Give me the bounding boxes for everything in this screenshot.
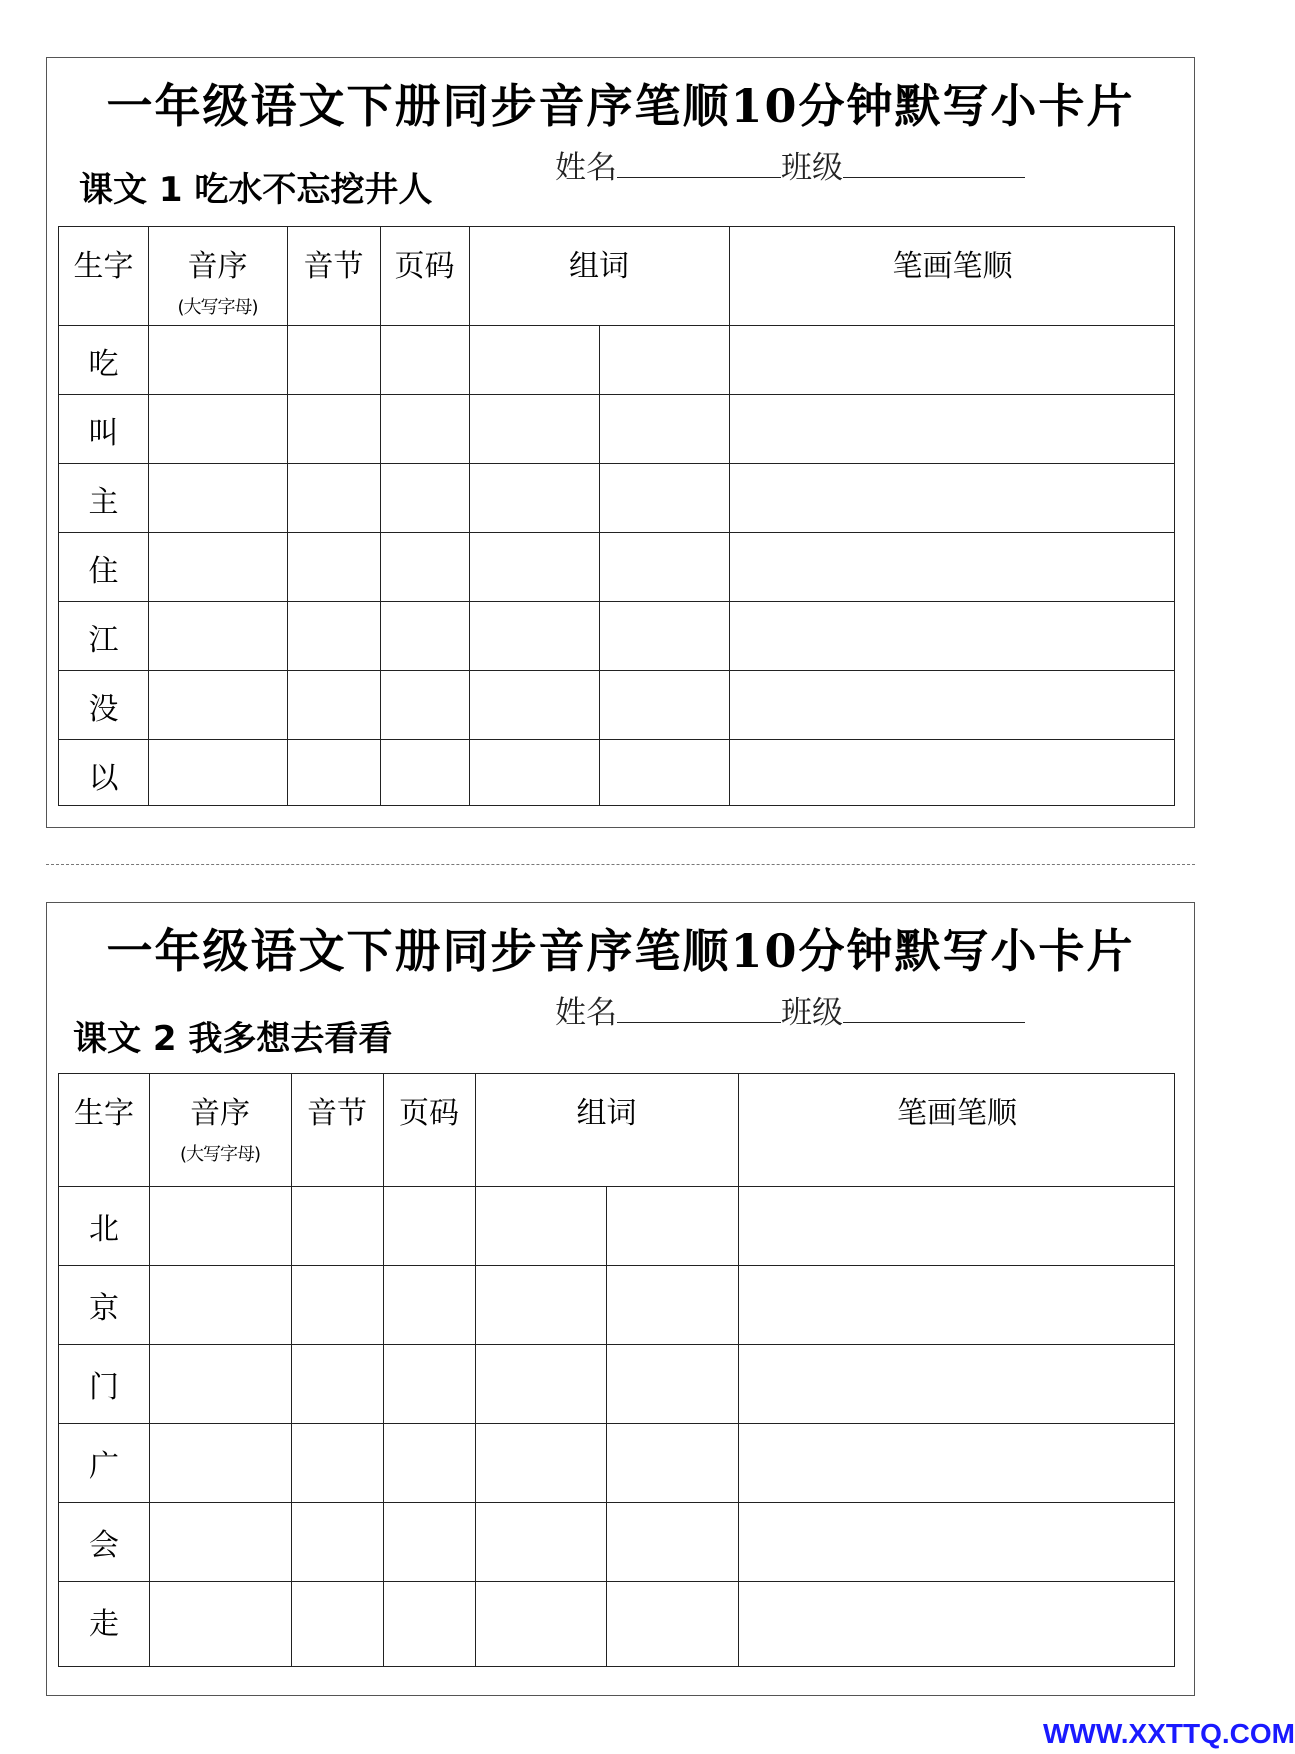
char-cell: 主 — [88, 485, 119, 520]
char-cell: 广 — [89, 1449, 119, 1484]
header-strokes: 笔画笔顺 — [892, 249, 1013, 284]
header-order-note: (大写字母) — [179, 1144, 261, 1165]
header-page: 页码 — [394, 249, 455, 284]
name-class-fields — [555, 142, 1025, 187]
dictation-card-1 — [46, 57, 1195, 828]
header-syllable: 音节 — [307, 1096, 367, 1131]
name-blank[interactable] — [617, 148, 781, 178]
dictation-card-2 — [46, 902, 1195, 1696]
cut-line — [46, 864, 1195, 865]
header-char: 生字 — [74, 1096, 134, 1131]
header-words: 组词 — [569, 249, 629, 284]
header-strokes: 笔画笔顺 — [897, 1096, 1017, 1131]
header-char: 生字 — [73, 249, 134, 284]
char-cell: 叫 — [88, 416, 119, 451]
header-words: 组词 — [576, 1096, 637, 1131]
lesson-title: 课文 1 吃水不忘挖井人 — [79, 170, 433, 210]
header-order: 音序 — [187, 249, 248, 284]
char-cell: 没 — [88, 692, 119, 727]
name-class-fields — [555, 987, 1025, 1032]
name-label: 姓名 — [555, 995, 617, 1031]
header-syllable: 音节 — [303, 249, 364, 284]
char-cell: 走 — [89, 1607, 119, 1642]
header-page: 页码 — [399, 1096, 459, 1131]
char-cell: 江 — [88, 623, 119, 658]
card-title: 一年级语文下册同步音序笔顺10分钟默写小卡片 — [106, 79, 1135, 133]
char-cell: 门 — [89, 1370, 119, 1405]
name-blank[interactable] — [617, 993, 781, 1023]
character-table — [58, 226, 1175, 806]
lesson-title: 课文 2 我多想去看看 — [73, 1019, 393, 1059]
header-order: 音序 — [190, 1096, 250, 1131]
class-label: 班级 — [781, 995, 843, 1031]
char-cell: 住 — [88, 554, 119, 589]
header-order-note: (大写字母) — [177, 297, 258, 318]
name-label: 姓名 — [555, 150, 617, 186]
site-watermark: WWW.XXTTQ.COM — [1043, 1718, 1295, 1749]
char-cell: 会 — [89, 1528, 119, 1563]
char-cell: 以 — [88, 761, 119, 796]
class-blank[interactable] — [843, 993, 1025, 1023]
class-blank[interactable] — [843, 148, 1025, 178]
character-table — [58, 1073, 1175, 1667]
char-cell: 北 — [89, 1212, 119, 1247]
char-cell: 吃 — [88, 347, 119, 382]
class-label: 班级 — [781, 150, 843, 186]
char-cell: 京 — [89, 1291, 119, 1326]
card-title: 一年级语文下册同步音序笔顺10分钟默写小卡片 — [106, 924, 1135, 978]
